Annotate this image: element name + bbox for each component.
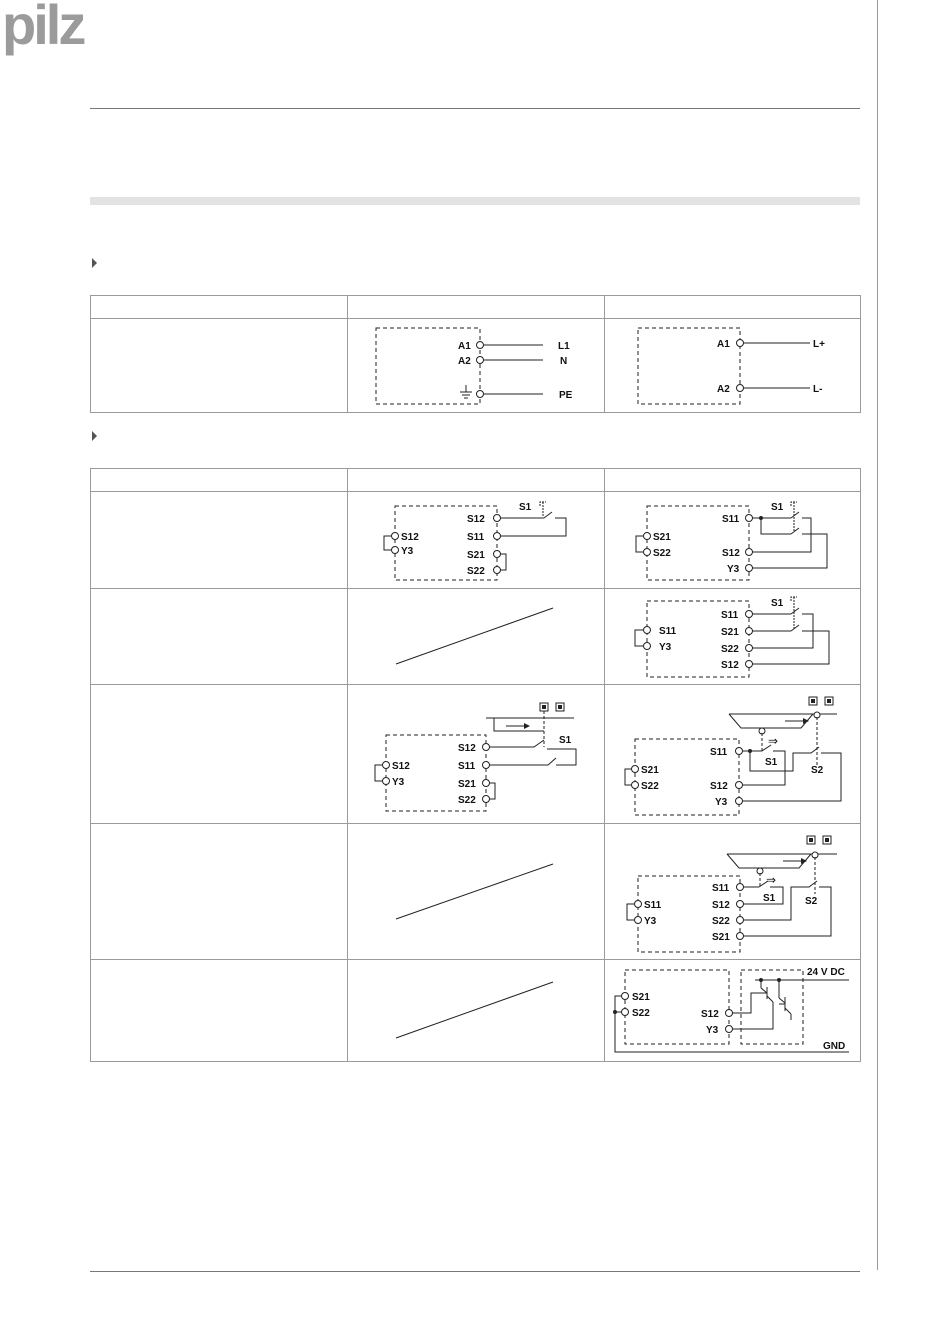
terminal-y3-left: Y3 (644, 916, 657, 927)
gate-actuator-icon (809, 697, 833, 705)
terminal-s11-left: S11 (659, 626, 677, 637)
terminal-s11: S11 (722, 514, 740, 525)
terminal-s11: S11 (467, 532, 485, 543)
footer-rule (90, 1271, 860, 1272)
terminal-s11: S11 (721, 610, 739, 621)
table-row (91, 319, 861, 413)
terminal-s12: S12 (701, 1009, 719, 1020)
supply-table (90, 295, 861, 413)
terminal-s22: S22 (467, 566, 485, 577)
gate-actuator-icon (540, 703, 564, 711)
terminal-y3: Y3 (715, 797, 728, 808)
label-gnd: GND (823, 1041, 846, 1052)
terminal-a2: A2 (458, 356, 471, 367)
dual-channel-estop-variant-diagram (605, 589, 861, 684)
ground-icon (460, 385, 472, 398)
terminal-y3: Y3 (727, 564, 740, 575)
terminal-s11: S11 (458, 761, 476, 772)
switch-label-s2: S2 (811, 765, 824, 776)
semiconductor-output-diagram (605, 960, 861, 1061)
bullet-arrow-icon (92, 258, 97, 268)
header-rule (90, 108, 860, 109)
not-applicable-strike (348, 960, 604, 1061)
dual-channel-gate-variant-diagram (605, 824, 861, 959)
transistor-icon (761, 980, 773, 1002)
label-lplus: L+ (813, 339, 825, 350)
switch-label-s1: S1 (519, 502, 532, 513)
label-pe: PE (559, 390, 573, 401)
table-header-row (91, 469, 861, 492)
label-n: N (560, 356, 568, 367)
terminal-y3: Y3 (706, 1025, 719, 1036)
table-row (91, 824, 861, 960)
direction-arrow-icon: ⇒ (768, 734, 779, 748)
transistor-icon (779, 980, 791, 1014)
terminal-s12-left: S12 (392, 761, 410, 772)
switch-label-s1: S1 (771, 502, 784, 513)
terminal-s21-left: S21 (653, 532, 671, 543)
terminal-s21: S21 (721, 627, 739, 638)
table-row (91, 685, 861, 824)
terminal-s21: S21 (467, 550, 485, 561)
terminal-s22: S22 (721, 644, 739, 655)
pilz-logo (0, 0, 120, 56)
terminal-s21: S21 (712, 932, 730, 943)
terminal-y3-left: Y3 (401, 546, 414, 557)
section-band (90, 197, 860, 205)
terminal-s12: S12 (458, 743, 476, 754)
switch-label-s1: S1 (765, 757, 778, 768)
table-header-row (91, 296, 861, 319)
terminal-s22-left: S22 (641, 781, 659, 792)
label-24vdc: 24 V DC (807, 967, 845, 978)
single-channel-estop-diagram (348, 492, 604, 588)
terminal-s11-left: S11 (644, 900, 662, 911)
terminal-s22: S22 (458, 795, 476, 806)
terminal-s11: S11 (710, 747, 728, 758)
terminal-a2: A2 (717, 384, 730, 395)
terminal-s12-left: S12 (401, 532, 419, 543)
ac-supply-diagram (348, 319, 604, 411)
dual-channel-gate-diagram (605, 685, 861, 823)
table-row (91, 589, 861, 685)
table-row (91, 960, 861, 1062)
terminal-s12: S12 (710, 781, 728, 792)
terminal-s12: S12 (712, 900, 730, 911)
label-lminus: L- (813, 384, 823, 395)
terminal-a1: A1 (458, 341, 471, 352)
terminal-s22: S22 (712, 916, 730, 927)
terminal-s22-left: S22 (632, 1008, 650, 1019)
dc-supply-diagram (605, 319, 861, 411)
single-channel-gate-diagram (348, 685, 604, 823)
terminal-s12: S12 (722, 548, 740, 559)
switch-label-s1: S1 (763, 893, 776, 904)
pilz-logo-text: pilz (2, 0, 84, 56)
terminal-s21-left: S21 (632, 992, 650, 1003)
terminal-y3-left: Y3 (659, 642, 672, 653)
terminal-s11: S11 (712, 883, 730, 894)
switch-label-s1: S1 (559, 735, 572, 746)
terminal-s12: S12 (721, 660, 739, 671)
terminal-a1: A1 (717, 339, 730, 350)
terminal-s21: S21 (458, 779, 476, 790)
terminal-s12: S12 (467, 514, 485, 525)
gate-actuator-icon (807, 836, 831, 844)
switch-label-s1: S1 (771, 598, 784, 609)
direction-arrow-icon: ⇒ (766, 873, 777, 887)
dual-channel-estop-diagram (605, 492, 861, 588)
table-row (91, 492, 861, 589)
terminal-s22-left: S22 (653, 548, 671, 559)
input-circuit-table (90, 468, 861, 1062)
page-edge-line (877, 0, 878, 1270)
terminal-y3-left: Y3 (392, 777, 405, 788)
bullet-arrow-icon (92, 431, 97, 441)
not-applicable-strike (348, 589, 604, 684)
switch-label-s2: S2 (805, 896, 818, 907)
terminal-s21-left: S21 (641, 765, 659, 776)
not-applicable-strike (348, 824, 604, 959)
label-l1: L1 (558, 341, 570, 352)
